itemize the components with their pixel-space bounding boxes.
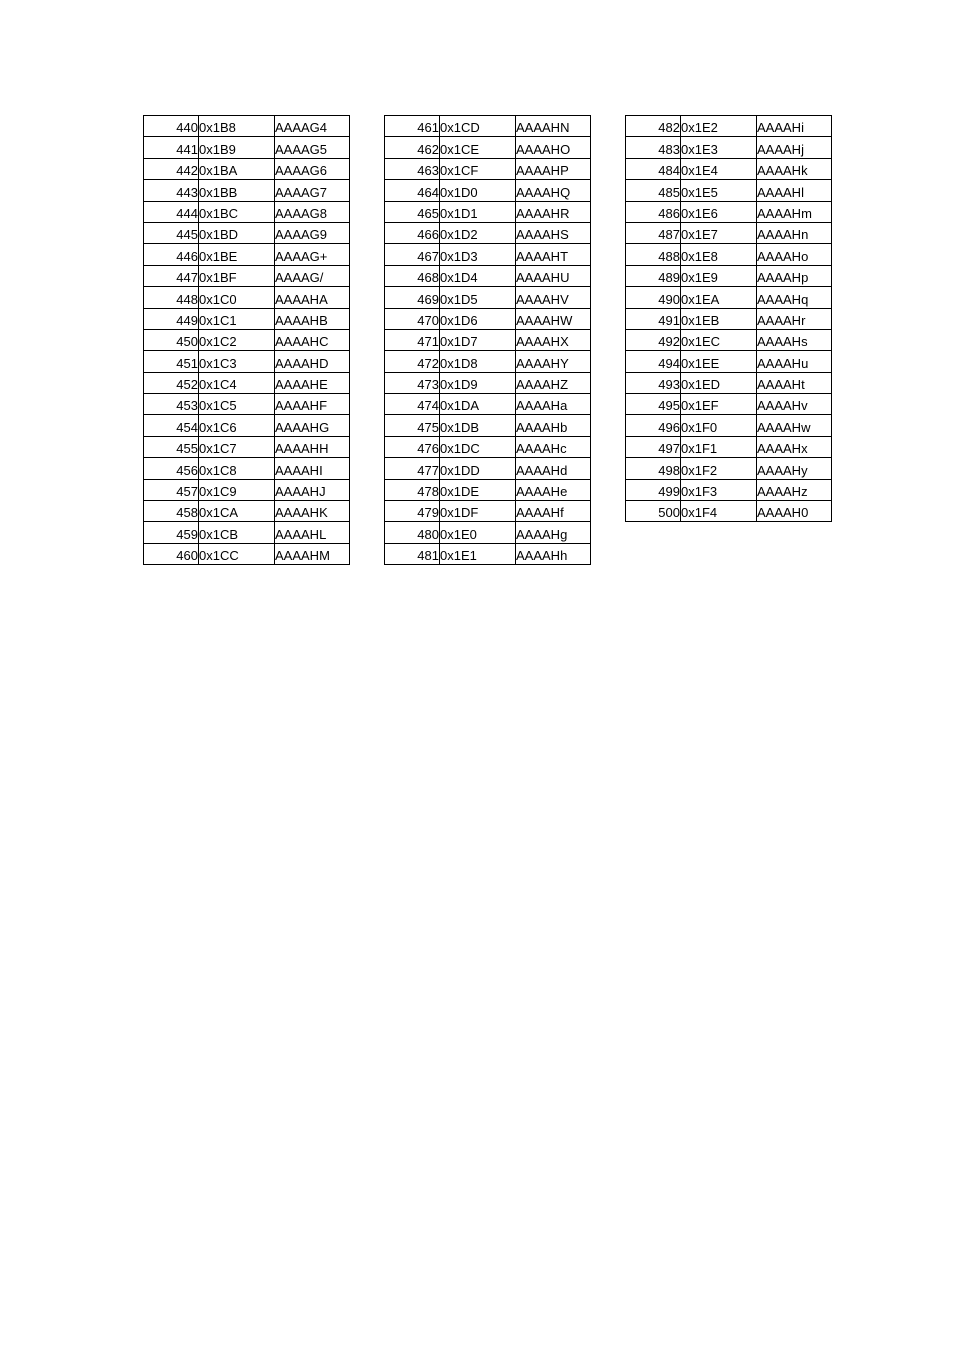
hex-cell: 0x1C5 [199, 394, 275, 415]
encoded-cell: AAAAHQ [516, 180, 591, 201]
encoded-cell: AAAAHG [275, 415, 350, 436]
table-row [144, 137, 350, 158]
number-cell: 494 [626, 351, 681, 372]
encoded-cell: AAAAHt [757, 372, 832, 393]
table-row [626, 222, 832, 243]
number-cell: 450 [144, 329, 199, 350]
hex-cell: 0x1D8 [440, 351, 516, 372]
encoded-cell: AAAAHK [275, 501, 350, 522]
number-cell: 482 [626, 116, 681, 137]
table-body [385, 116, 591, 565]
hex-cell: 0x1C8 [199, 458, 275, 479]
hex-cell: 0x1EC [681, 329, 757, 350]
hex-cell: 0x1C7 [199, 436, 275, 457]
number-cell: 446 [144, 244, 199, 265]
number-cell: 451 [144, 351, 199, 372]
hex-cell: 0x1BC [199, 201, 275, 222]
number-cell: 440 [144, 116, 199, 137]
encoded-cell: AAAAHI [275, 458, 350, 479]
table-row [626, 116, 832, 137]
number-cell: 499 [626, 479, 681, 500]
number-cell: 491 [626, 308, 681, 329]
number-cell: 463 [385, 158, 440, 179]
hex-cell: 0x1BA [199, 158, 275, 179]
number-cell: 472 [385, 351, 440, 372]
table-row [626, 372, 832, 393]
number-cell: 476 [385, 436, 440, 457]
number-cell: 489 [626, 265, 681, 286]
table-row [385, 394, 591, 415]
hex-cell: 0x1CE [440, 137, 516, 158]
table-row [144, 116, 350, 137]
table-row [385, 158, 591, 179]
hex-cell: 0x1EA [681, 287, 757, 308]
hex-cell: 0x1D1 [440, 201, 516, 222]
table-row [626, 501, 832, 522]
hex-cell: 0x1CA [199, 501, 275, 522]
table-row [385, 372, 591, 393]
hex-cell: 0x1DB [440, 415, 516, 436]
number-cell: 462 [385, 137, 440, 158]
table-row [626, 415, 832, 436]
hex-cell: 0x1E2 [681, 116, 757, 137]
number-cell: 493 [626, 372, 681, 393]
number-cell: 468 [385, 265, 440, 286]
number-cell: 452 [144, 372, 199, 393]
table-row [385, 329, 591, 350]
table-row [144, 501, 350, 522]
table-row [385, 479, 591, 500]
number-cell: 443 [144, 180, 199, 201]
hex-cell: 0x1C6 [199, 415, 275, 436]
hex-cell: 0x1D0 [440, 180, 516, 201]
encoded-cell: AAAAHO [516, 137, 591, 158]
hex-cell: 0x1EB [681, 308, 757, 329]
number-cell: 457 [144, 479, 199, 500]
encoded-cell: AAAAHe [516, 479, 591, 500]
encoded-cell: AAAAHf [516, 501, 591, 522]
encoded-cell: AAAAHo [757, 244, 832, 265]
number-cell: 469 [385, 287, 440, 308]
encoded-cell: AAAAHY [516, 351, 591, 372]
number-cell: 466 [385, 222, 440, 243]
hex-cell: 0x1CD [440, 116, 516, 137]
encoded-cell: AAAAHm [757, 201, 832, 222]
table-row [144, 222, 350, 243]
hex-cell: 0x1DD [440, 458, 516, 479]
encoded-cell: AAAAHD [275, 351, 350, 372]
hex-cell: 0x1E8 [681, 244, 757, 265]
number-cell: 487 [626, 222, 681, 243]
encoded-cell: AAAAG/ [275, 265, 350, 286]
number-cell: 448 [144, 287, 199, 308]
hex-cell: 0x1E1 [440, 543, 516, 564]
encoded-cell: AAAAHE [275, 372, 350, 393]
encoded-cell: AAAAHL [275, 522, 350, 543]
hex-cell: 0x1BB [199, 180, 275, 201]
number-cell: 474 [385, 394, 440, 415]
table-row [626, 308, 832, 329]
number-cell: 497 [626, 436, 681, 457]
table-row [144, 458, 350, 479]
hex-cell: 0x1C9 [199, 479, 275, 500]
hex-cell: 0x1BE [199, 244, 275, 265]
hex-cell: 0x1CB [199, 522, 275, 543]
number-cell: 442 [144, 158, 199, 179]
encoded-cell: AAAAG+ [275, 244, 350, 265]
encoded-cell: AAAAHW [516, 308, 591, 329]
number-cell: 480 [385, 522, 440, 543]
table-row [144, 415, 350, 436]
number-cell: 488 [626, 244, 681, 265]
number-cell: 485 [626, 180, 681, 201]
encoded-cell: AAAAHv [757, 394, 832, 415]
table-row [144, 479, 350, 500]
hex-cell: 0x1D9 [440, 372, 516, 393]
number-cell: 444 [144, 201, 199, 222]
number-cell: 449 [144, 308, 199, 329]
hex-cell: 0x1D5 [440, 287, 516, 308]
encoded-cell: AAAAHj [757, 137, 832, 158]
number-cell: 483 [626, 137, 681, 158]
hex-cell: 0x1F4 [681, 501, 757, 522]
encoded-cell: AAAAHU [516, 265, 591, 286]
hex-cell: 0x1CF [440, 158, 516, 179]
hex-cell: 0x1BD [199, 222, 275, 243]
number-cell: 454 [144, 415, 199, 436]
encoded-cell: AAAAG5 [275, 137, 350, 158]
encoded-cell: AAAAHs [757, 329, 832, 350]
table-row [144, 158, 350, 179]
table-row [144, 201, 350, 222]
number-cell: 458 [144, 501, 199, 522]
hex-cell: 0x1C1 [199, 308, 275, 329]
encoded-cell: AAAAHJ [275, 479, 350, 500]
hex-cell: 0x1EF [681, 394, 757, 415]
number-cell: 475 [385, 415, 440, 436]
table-row [144, 436, 350, 457]
table-row [385, 222, 591, 243]
encoded-cell: AAAAHd [516, 458, 591, 479]
encoded-cell: AAAAHZ [516, 372, 591, 393]
table-body [144, 116, 350, 565]
encoded-cell: AAAAHN [516, 116, 591, 137]
table-row [144, 351, 350, 372]
hex-cell: 0x1F0 [681, 415, 757, 436]
encoded-cell: AAAAHV [516, 287, 591, 308]
hex-cell: 0x1D2 [440, 222, 516, 243]
hex-cell: 0x1F1 [681, 436, 757, 457]
encoded-cell: AAAAHF [275, 394, 350, 415]
table-row [626, 394, 832, 415]
code-table-1 [143, 115, 350, 565]
number-cell: 490 [626, 287, 681, 308]
number-cell: 460 [144, 543, 199, 564]
table-row [626, 436, 832, 457]
table-row [144, 522, 350, 543]
encoded-cell: AAAAHA [275, 287, 350, 308]
encoded-cell: AAAAHC [275, 329, 350, 350]
encoded-cell: AAAAHg [516, 522, 591, 543]
encoded-cell: AAAAG4 [275, 116, 350, 137]
table-row [385, 351, 591, 372]
encoded-cell: AAAAHi [757, 116, 832, 137]
table-row [626, 158, 832, 179]
number-cell: 484 [626, 158, 681, 179]
hex-cell: 0x1E7 [681, 222, 757, 243]
hex-cell: 0x1E6 [681, 201, 757, 222]
number-cell: 465 [385, 201, 440, 222]
encoded-cell: AAAAHP [516, 158, 591, 179]
hex-cell: 0x1E9 [681, 265, 757, 286]
encoded-cell: AAAAHk [757, 158, 832, 179]
table-row [144, 180, 350, 201]
hex-cell: 0x1C3 [199, 351, 275, 372]
number-cell: 461 [385, 116, 440, 137]
table-row [385, 458, 591, 479]
table-row [144, 287, 350, 308]
number-cell: 467 [385, 244, 440, 265]
encoded-cell: AAAAG9 [275, 222, 350, 243]
table-row [385, 180, 591, 201]
encoded-cell: AAAAHu [757, 351, 832, 372]
hex-cell: 0x1B8 [199, 116, 275, 137]
hex-cell: 0x1D6 [440, 308, 516, 329]
number-cell: 445 [144, 222, 199, 243]
number-cell: 471 [385, 329, 440, 350]
hex-cell: 0x1E0 [440, 522, 516, 543]
code-table-3 [625, 115, 832, 522]
table-row [626, 180, 832, 201]
hex-cell: 0x1C4 [199, 372, 275, 393]
encoded-cell: AAAAHy [757, 458, 832, 479]
encoded-cell: AAAAHM [275, 543, 350, 564]
number-cell: 473 [385, 372, 440, 393]
table-row [385, 265, 591, 286]
table-row [626, 265, 832, 286]
number-cell: 455 [144, 436, 199, 457]
encoded-cell: AAAAHc [516, 436, 591, 457]
number-cell: 500 [626, 501, 681, 522]
table-row [144, 265, 350, 286]
number-cell: 496 [626, 415, 681, 436]
number-cell: 464 [385, 180, 440, 201]
table-row [385, 116, 591, 137]
number-cell: 477 [385, 458, 440, 479]
number-cell: 447 [144, 265, 199, 286]
hex-cell: 0x1EE [681, 351, 757, 372]
encoded-cell: AAAAHn [757, 222, 832, 243]
encoded-cell: AAAAHH [275, 436, 350, 457]
table-row [385, 415, 591, 436]
encoded-cell: AAAAG7 [275, 180, 350, 201]
table-row [626, 351, 832, 372]
encoded-cell: AAAAHB [275, 308, 350, 329]
table-row [144, 372, 350, 393]
table-row [144, 394, 350, 415]
encoded-cell: AAAAHq [757, 287, 832, 308]
encoded-cell: AAAAHr [757, 308, 832, 329]
table-row [385, 436, 591, 457]
hex-cell: 0x1DC [440, 436, 516, 457]
hex-cell: 0x1E3 [681, 137, 757, 158]
table-row [626, 244, 832, 265]
number-cell: 453 [144, 394, 199, 415]
hex-cell: 0x1ED [681, 372, 757, 393]
table-row [385, 244, 591, 265]
hex-cell: 0x1CC [199, 543, 275, 564]
hex-cell: 0x1D7 [440, 329, 516, 350]
hex-cell: 0x1B9 [199, 137, 275, 158]
encoded-cell: AAAAHS [516, 222, 591, 243]
number-cell: 470 [385, 308, 440, 329]
number-cell: 479 [385, 501, 440, 522]
number-cell: 481 [385, 543, 440, 564]
hex-cell: 0x1DA [440, 394, 516, 415]
number-cell: 441 [144, 137, 199, 158]
hex-cell: 0x1C2 [199, 329, 275, 350]
hex-cell: 0x1D3 [440, 244, 516, 265]
table-row [144, 308, 350, 329]
number-cell: 486 [626, 201, 681, 222]
table-row [144, 244, 350, 265]
hex-cell: 0x1E5 [681, 180, 757, 201]
encoded-cell: AAAAHx [757, 436, 832, 457]
table-row [626, 479, 832, 500]
number-cell: 498 [626, 458, 681, 479]
table-body [626, 116, 832, 522]
encoded-cell: AAAAHb [516, 415, 591, 436]
encoded-cell: AAAAHp [757, 265, 832, 286]
encoded-cell: AAAAG6 [275, 158, 350, 179]
encoded-cell: AAAAHX [516, 329, 591, 350]
encoded-cell: AAAAHh [516, 543, 591, 564]
table-row [626, 137, 832, 158]
number-cell: 459 [144, 522, 199, 543]
code-table-2 [384, 115, 591, 565]
encoded-cell: AAAAH0 [757, 501, 832, 522]
number-cell: 492 [626, 329, 681, 350]
table-row [385, 287, 591, 308]
table-row [144, 543, 350, 564]
number-cell: 478 [385, 479, 440, 500]
hex-cell: 0x1D4 [440, 265, 516, 286]
encoded-cell: AAAAHz [757, 479, 832, 500]
hex-cell: 0x1BF [199, 265, 275, 286]
hex-cell: 0x1E4 [681, 158, 757, 179]
table-row [385, 201, 591, 222]
table-row [385, 543, 591, 564]
number-cell: 456 [144, 458, 199, 479]
table-row [144, 329, 350, 350]
hex-cell: 0x1C0 [199, 287, 275, 308]
encoded-cell: AAAAHT [516, 244, 591, 265]
encoded-cell: AAAAHl [757, 180, 832, 201]
encoded-cell: AAAAHR [516, 201, 591, 222]
table-row [385, 137, 591, 158]
hex-cell: 0x1DF [440, 501, 516, 522]
hex-cell: 0x1DE [440, 479, 516, 500]
hex-cell: 0x1F2 [681, 458, 757, 479]
encoded-cell: AAAAHw [757, 415, 832, 436]
table-row [626, 287, 832, 308]
number-cell: 495 [626, 394, 681, 415]
table-row [626, 458, 832, 479]
table-row [385, 501, 591, 522]
encoded-cell: AAAAG8 [275, 201, 350, 222]
table-row [385, 308, 591, 329]
table-row [626, 201, 832, 222]
hex-cell: 0x1F3 [681, 479, 757, 500]
table-row [626, 329, 832, 350]
table-row [385, 522, 591, 543]
encoded-cell: AAAAHa [516, 394, 591, 415]
